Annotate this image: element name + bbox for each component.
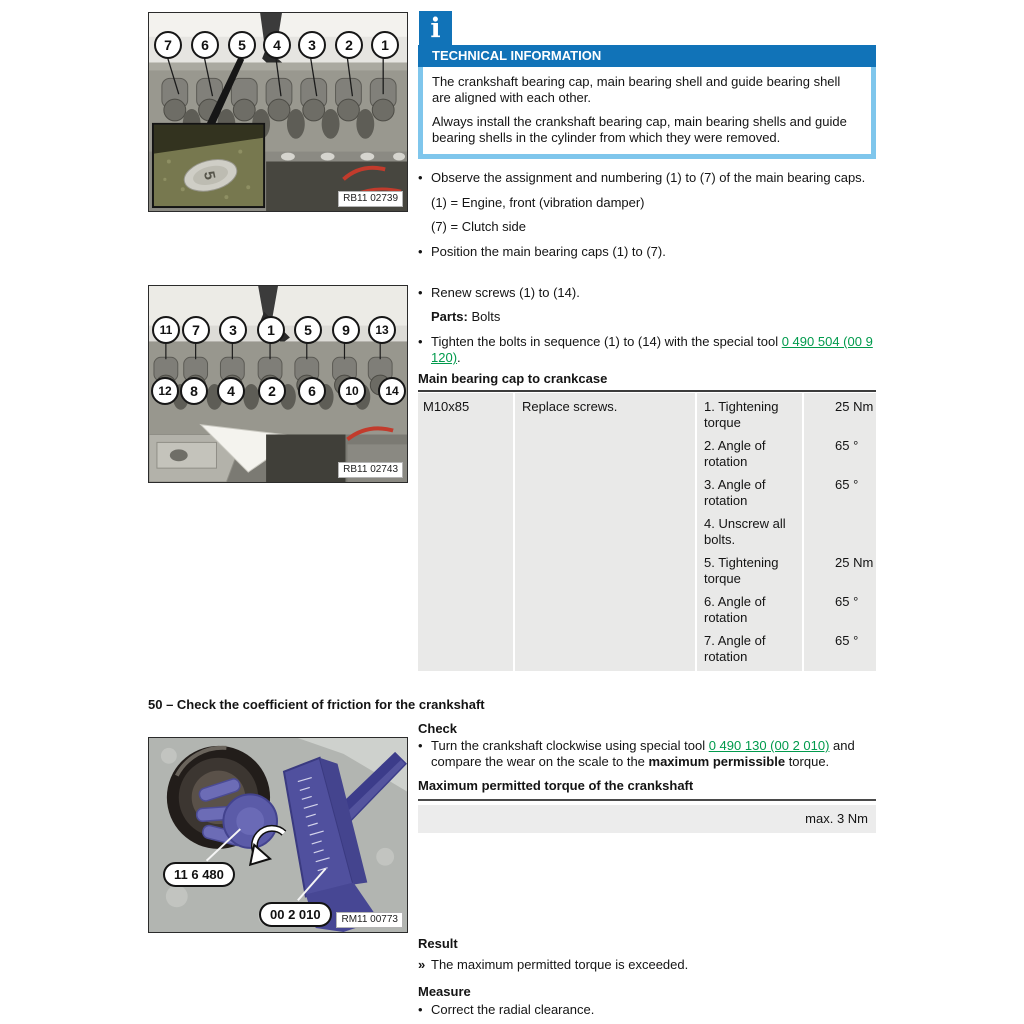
bullet-marker: • [418, 285, 423, 300]
step-value: 65 ° [835, 438, 859, 453]
measure-text: Correct the radial clearance. [431, 1002, 595, 1017]
technical-information-body [418, 67, 876, 159]
torque-limit-heading: Maximum permitted torque of the crankshaft [418, 778, 694, 793]
figure-main-bearing-cap-numbering [148, 12, 408, 212]
special-tool-link[interactable]: 0 490 130 (00 2 010) [708, 738, 830, 753]
legend-line: (7) = Clutch side [431, 219, 527, 234]
figure-friction-check-tool [148, 737, 408, 933]
bullet-marker: • [418, 334, 423, 349]
table-row [695, 633, 876, 665]
torque-table-section [418, 371, 876, 671]
step-text-post: torque. [785, 754, 830, 769]
figure-reference-label: RB11 02743 [338, 462, 403, 478]
parts-label: Parts: [431, 309, 468, 324]
callout-circle: 12 [151, 377, 179, 405]
check-heading: Check [418, 721, 458, 736]
info-icon-glyph: i [430, 13, 441, 44]
measure-heading: Measure [418, 984, 471, 999]
step-label: 1. Tightening torque [704, 399, 779, 430]
step-text: Observe the assignment and numbering (1) to (7) of the main bearing caps. [431, 170, 866, 185]
callout-circle: 5 [228, 31, 256, 59]
list-item [418, 244, 876, 260]
procedure-steps-2 [418, 285, 876, 366]
callout-circle: 10 [338, 377, 366, 405]
step-label: 7. Angle of rotation [704, 633, 766, 664]
step-label: 2. Angle of rotation [704, 438, 766, 469]
step-text: Renew screws (1) to (14). [431, 285, 580, 300]
callout-circle: 2 [335, 31, 363, 59]
parts-value: Bolts [467, 309, 501, 324]
table-row [695, 594, 876, 626]
callout-circle: 8 [180, 377, 208, 405]
result-line [418, 957, 876, 973]
tool-number-callout: 00 2 010 [259, 902, 332, 927]
step-text-pre: Turn the crankshaft clockwise using special tool [431, 738, 709, 753]
torque-limit-rule [418, 799, 876, 801]
step-value: 65 ° [835, 477, 859, 492]
special-tool-link[interactable]: 0 490 504 (00 9 120) [431, 334, 873, 365]
step-text [431, 334, 876, 366]
step-label: 3. Angle of rotation [704, 477, 766, 508]
callout-circle: 7 [154, 31, 182, 59]
figure-reference-label: RB11 02739 [338, 191, 403, 207]
callout-circle: 3 [219, 316, 247, 344]
callout-circle: 4 [217, 377, 245, 405]
table-row [695, 438, 876, 470]
step-text: Position the main bearing caps (1) to (7). [431, 244, 666, 259]
table-row [695, 399, 876, 431]
callout-circle: 13 [368, 316, 396, 344]
callout-circle: 4 [263, 31, 291, 59]
callout-circle: 7 [182, 316, 210, 344]
list-item [418, 334, 876, 366]
check-section [418, 721, 876, 833]
tool-number-callout: 11 6 480 [163, 862, 235, 887]
step-value: 25 Nm [835, 555, 874, 570]
callout-circle: 11 [152, 316, 180, 344]
technical-information-title: TECHNICAL INFORMATION [418, 45, 876, 67]
step-text-post: . [457, 350, 461, 365]
column-divider [695, 393, 697, 671]
step-text-pre: Tighten the bolts in sequence (1) to (14) with the special tool [431, 334, 782, 349]
step-value: 65 ° [835, 633, 859, 648]
step-value: 25 Nm [835, 399, 874, 414]
step-label: 6. Angle of rotation [704, 594, 766, 625]
step-label: 4. Unscrew all bolts. [704, 516, 786, 547]
step-text-bold: maximum permissible [648, 754, 786, 769]
list-item [418, 1002, 876, 1018]
callout-circle: 1 [257, 316, 285, 344]
stamped-cap-number: 5 [199, 169, 219, 182]
section-heading: 50 – Check the coefficient of friction for the crankshaft [148, 697, 485, 712]
callout-circle: 6 [298, 377, 326, 405]
parts-line [418, 309, 876, 325]
legend-line: (1) = Engine, front (vibration damper) [431, 195, 645, 210]
step-value: 65 ° [835, 594, 859, 609]
bullet-marker: • [418, 170, 423, 185]
list-item [418, 285, 876, 301]
figure-bolt-tightening-sequence [148, 285, 408, 483]
table-top-rule [418, 390, 876, 392]
callout-circle: 3 [298, 31, 326, 59]
result-section [418, 936, 876, 1018]
column-divider [802, 393, 804, 671]
step-label: 5. Tightening torque [704, 555, 779, 586]
step-text-mid: and compare the wear on the scale to the [431, 738, 855, 769]
table-row [695, 555, 876, 587]
result-heading: Result [418, 936, 458, 951]
torque-table [418, 393, 876, 671]
step-value [802, 516, 876, 548]
list-item [418, 738, 876, 770]
step-text [431, 738, 876, 770]
table-row [695, 516, 876, 548]
torque-limit-value: max. 3 Nm [418, 805, 876, 833]
column-divider [513, 393, 515, 671]
callout-circle: 6 [191, 31, 219, 59]
table-cell-fastener: M10x85 [423, 399, 470, 414]
table-steps [695, 393, 876, 671]
info-icon [419, 11, 452, 46]
figure-reference-label: RM11 00773 [336, 912, 403, 928]
list-item [418, 170, 876, 186]
technical-information-box [418, 45, 876, 159]
callout-circle: 5 [294, 316, 322, 344]
procedure-steps-1 [418, 170, 876, 260]
info-paragraph: Always install the crankshaft bearing cap, main bearing shells and guide bearing shells in the cylinder from which they were removed. [432, 114, 847, 145]
bullet-marker: • [418, 738, 423, 753]
table-heading: Main bearing cap to crankcase [418, 371, 608, 386]
bullet-marker: • [418, 244, 423, 259]
result-arrow-marker: » [418, 957, 426, 972]
info-paragraph: The crankshaft bearing cap, main bearing shell and guide bearing shell are aligned with each other. [432, 74, 841, 105]
table-row [695, 477, 876, 509]
callout-circle: 1 [371, 31, 399, 59]
callout-circle: 9 [332, 316, 360, 344]
bullet-marker: • [418, 1002, 423, 1017]
callout-circle: 2 [258, 377, 286, 405]
result-text: The maximum permitted torque is exceeded. [431, 957, 689, 972]
table-cell-instruction: Replace screws. [522, 399, 618, 414]
callout-circle: 14 [378, 377, 406, 405]
